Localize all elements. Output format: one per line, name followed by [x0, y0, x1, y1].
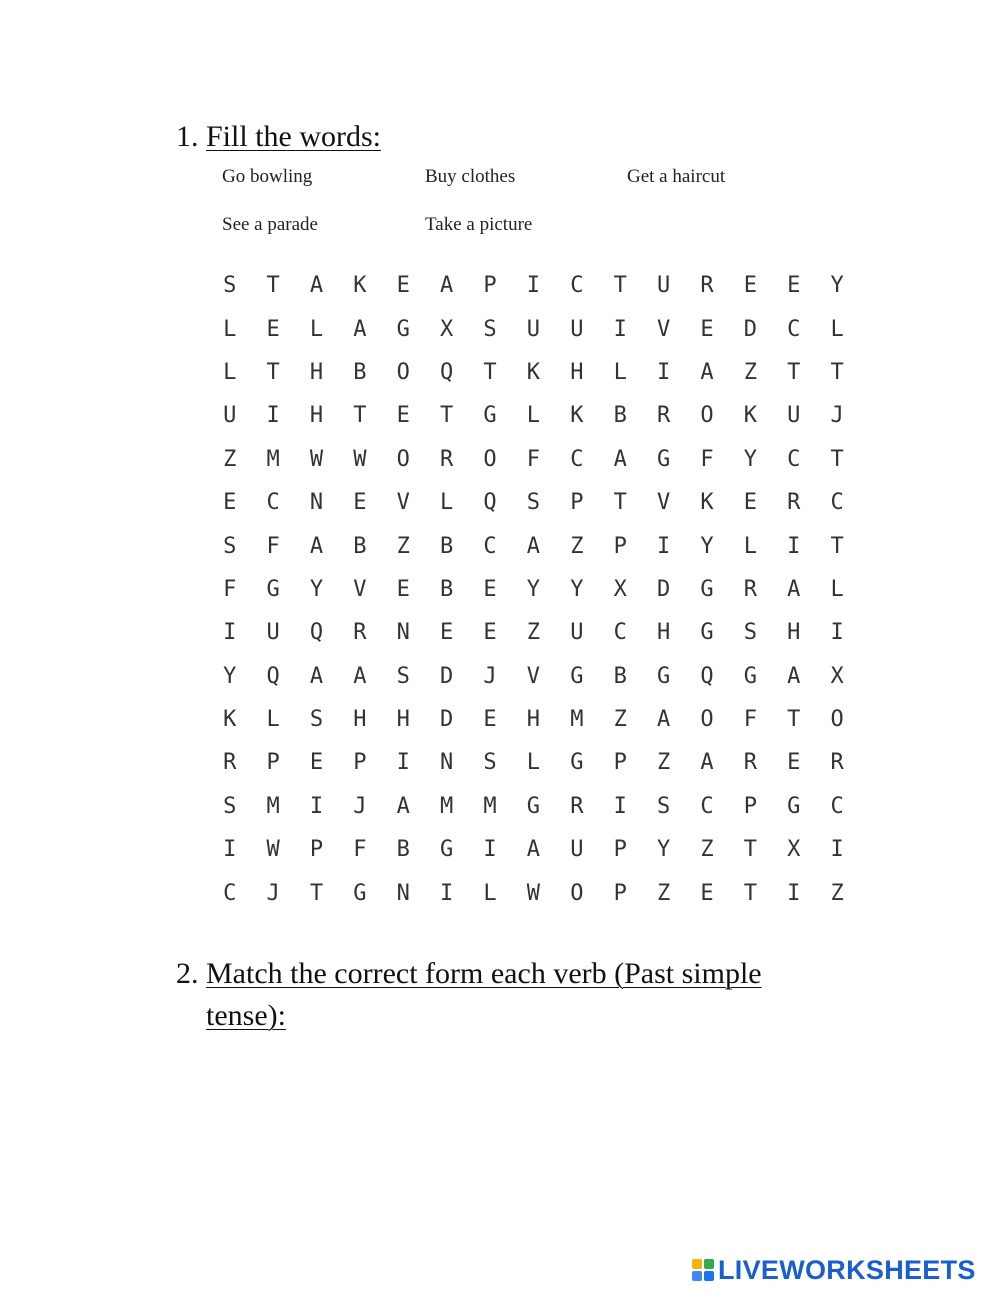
grid-letter-r3-c6: G [483, 403, 497, 429]
grid-letter-r9-c7: V [526, 663, 541, 689]
grid-letter-r1-c8: U [570, 316, 584, 342]
grid-letter-r4-c14: T [830, 446, 844, 472]
grid-letter-r7-c4: E [396, 576, 410, 602]
grid-letter-r9-c5: D [440, 663, 454, 689]
grid-letter-r0-c3: K [353, 273, 367, 299]
grid-letter-r9-c14: X [830, 663, 844, 689]
grid-letter-r7-c10: D [656, 576, 671, 602]
grid-letter-r13-c10: Y [656, 837, 671, 863]
grid-letter-r6-c8: Z [570, 533, 584, 559]
grid-letter-r6-c12: L [743, 533, 757, 559]
grid-letter-r9-c8: G [570, 663, 584, 689]
grid-letter-r0-c0: S [223, 273, 237, 299]
grid-letter-r2-c4: O [396, 359, 410, 385]
grid-letter-r3-c0: U [223, 403, 237, 429]
grid-letter-r13-c0: I [223, 837, 237, 863]
grid-letter-r0-c8: C [570, 273, 584, 299]
grid-letter-r7-c1: G [266, 576, 280, 602]
grid-letter-r14-c13: I [787, 880, 801, 906]
liveworksheets-logo [692, 1256, 976, 1284]
grid-letter-r3-c5: T [440, 403, 454, 429]
grid-letter-r14-c8: O [570, 880, 584, 906]
grid-letter-r13-c8: U [570, 837, 584, 863]
grid-letter-r8-c3: R [353, 620, 367, 646]
grid-letter-r2-c7: K [526, 359, 541, 385]
word-list-item: Take a picture [425, 214, 533, 235]
grid-letter-r10-c6: E [483, 707, 497, 733]
grid-letter-r8-c2: Q [309, 620, 324, 646]
grid-letter-r2-c14: T [830, 359, 844, 385]
grid-letter-r3-c9: B [613, 403, 627, 429]
grid-letter-r9-c4: S [396, 663, 410, 689]
grid-letter-r13-c5: G [440, 837, 454, 863]
grid-letter-r1-c0: L [223, 316, 237, 342]
grid-letter-r9-c3: A [353, 663, 367, 689]
grid-letter-r7-c7: Y [526, 576, 541, 602]
grid-letter-r10-c14: O [830, 707, 844, 733]
grid-letter-r7-c3: V [353, 576, 367, 602]
grid-letter-r13-c12: T [743, 837, 757, 863]
grid-letter-r6-c2: A [309, 533, 324, 559]
grid-letter-r1-c6: S [483, 316, 497, 342]
grid-letter-r2-c11: A [700, 359, 714, 385]
grid-letter-r1-c7: U [526, 316, 541, 342]
grid-letter-r6-c13: I [787, 533, 801, 559]
grid-letter-r14-c12: T [743, 880, 757, 906]
grid-letter-r12-c14: C [830, 793, 844, 819]
grid-letter-r10-c8: M [570, 707, 584, 733]
grid-letter-r12-c9: I [613, 793, 627, 819]
grid-letter-r1-c13: C [787, 316, 801, 342]
grid-letter-r0-c9: T [613, 273, 627, 299]
grid-letter-r5-c14: C [830, 490, 844, 516]
word-list-item: See a parade [222, 214, 318, 235]
grid-letter-r11-c11: A [700, 750, 714, 776]
grid-letter-r4-c0: Z [223, 446, 237, 472]
grid-letter-r12-c8: R [570, 793, 584, 819]
section-2-heading [176, 953, 836, 1037]
grid-letter-r12-c2: I [309, 793, 324, 819]
grid-letter-r1-c1: E [266, 316, 280, 342]
grid-letter-r0-c7: I [526, 273, 541, 299]
grid-letter-r12-c1: M [266, 793, 280, 819]
grid-letter-r3-c11: O [700, 403, 714, 429]
section-2-title: Match the correct form each verb (Past simple tense): [206, 957, 762, 1032]
grid-letter-r6-c9: P [613, 533, 627, 559]
grid-letter-r5-c3: E [353, 490, 367, 516]
grid-letter-r13-c9: P [613, 837, 627, 863]
grid-letter-r11-c3: P [353, 750, 367, 776]
grid-letter-r14-c2: T [309, 880, 324, 906]
grid-letter-r6-c5: B [440, 533, 454, 559]
grid-letter-r8-c4: N [396, 620, 410, 646]
section-1-title: Fill the words: [206, 120, 382, 153]
grid-letter-r2-c3: B [353, 359, 367, 385]
word-search-grid [208, 264, 888, 916]
grid-letter-r11-c8: G [570, 750, 584, 776]
grid-letter-r2-c6: T [483, 359, 497, 385]
grid-letter-r6-c4: Z [396, 533, 410, 559]
grid-letter-r8-c13: H [787, 620, 801, 646]
grid-letter-r11-c4: I [396, 750, 410, 776]
grid-letter-r7-c8: Y [570, 576, 584, 602]
grid-letter-r4-c9: A [613, 446, 627, 472]
grid-letter-r1-c12: D [743, 316, 757, 342]
grid-letter-r13-c2: P [309, 837, 324, 863]
grid-letter-r3-c3: T [353, 403, 367, 429]
grid-letter-r13-c14: I [830, 837, 844, 863]
grid-letter-r7-c13: A [787, 576, 801, 602]
grid-letter-r4-c7: F [526, 446, 541, 472]
grid-letter-r7-c6: E [483, 576, 497, 602]
grid-letter-r3-c1: I [266, 403, 280, 429]
grid-letter-r11-c5: N [440, 750, 454, 776]
grid-letter-r5-c2: N [309, 490, 324, 516]
grid-letter-r3-c14: J [830, 403, 844, 429]
word-list-item: Buy clothes [425, 166, 516, 187]
grid-letter-r5-c1: C [266, 490, 280, 516]
grid-letter-r9-c13: A [787, 663, 801, 689]
grid-letter-r1-c10: V [656, 316, 671, 342]
grid-letter-r0-c10: U [656, 273, 671, 299]
grid-letter-r4-c6: O [483, 446, 497, 472]
section-1-number: 1. [176, 120, 199, 153]
grid-letter-r4-c4: O [396, 446, 410, 472]
grid-letter-r5-c11: K [700, 490, 714, 516]
grid-letter-r0-c13: E [787, 273, 801, 299]
grid-letter-r6-c7: A [526, 533, 541, 559]
grid-letter-r2-c2: H [309, 359, 324, 385]
grid-letter-r5-c4: V [396, 490, 410, 516]
grid-letter-r12-c5: M [440, 793, 454, 819]
grid-letter-r4-c3: W [353, 446, 367, 472]
grid-letter-r4-c11: F [700, 446, 714, 472]
grid-letter-r14-c0: C [223, 880, 237, 906]
grid-letter-r7-c14: L [830, 576, 844, 602]
section-1-heading [176, 116, 381, 158]
grid-letter-r4-c1: M [266, 446, 280, 472]
grid-letter-r3-c7: L [526, 403, 541, 429]
grid-letter-r4-c10: G [656, 446, 671, 472]
grid-letter-r14-c1: J [266, 880, 280, 906]
grid-letter-r14-c7: W [526, 880, 541, 906]
grid-letter-r14-c4: N [396, 880, 410, 906]
grid-letter-r9-c12: G [743, 663, 757, 689]
grid-letter-r5-c13: R [787, 490, 801, 516]
grid-letter-r0-c12: E [743, 273, 757, 299]
grid-letter-r11-c13: E [787, 750, 801, 776]
grid-letter-r5-c9: T [613, 490, 627, 516]
grid-letter-r2-c0: L [223, 359, 237, 385]
grid-letter-r9-c6: J [483, 663, 497, 689]
grid-letter-r13-c4: B [396, 837, 410, 863]
grid-letter-r4-c2: W [309, 446, 324, 472]
grid-letter-r13-c1: W [266, 837, 280, 863]
grid-letter-r7-c2: Y [309, 576, 324, 602]
grid-letter-r8-c7: Z [526, 620, 541, 646]
grid-letter-r8-c11: G [700, 620, 714, 646]
grid-letter-r12-c3: J [353, 793, 367, 819]
grid-letter-r1-c9: I [613, 316, 627, 342]
grid-letter-r0-c11: R [700, 273, 714, 299]
logo-text: LIVEWORKSHEETS [718, 1254, 976, 1285]
grid-letter-r10-c9: Z [613, 707, 627, 733]
grid-letter-r7-c11: G [700, 576, 714, 602]
grid-letter-r1-c4: G [396, 316, 410, 342]
grid-letter-r9-c11: Q [700, 663, 714, 689]
grid-letter-r11-c10: Z [656, 750, 671, 776]
grid-letter-r9-c2: A [309, 663, 324, 689]
grid-letter-r10-c2: S [309, 707, 324, 733]
grid-letter-r6-c11: Y [700, 533, 714, 559]
grid-letter-r11-c9: P [613, 750, 627, 776]
grid-letter-r12-c7: G [526, 793, 541, 819]
grid-letter-r12-c13: G [787, 793, 801, 819]
grid-letter-r4-c8: C [570, 446, 584, 472]
grid-letter-r12-c11: C [700, 793, 714, 819]
grid-letter-r2-c8: H [570, 359, 584, 385]
grid-letter-r8-c0: I [223, 620, 237, 646]
grid-letter-r10-c10: A [656, 707, 671, 733]
grid-letter-r9-c0: Y [223, 663, 237, 689]
grid-letter-r3-c2: H [309, 403, 324, 429]
grid-letter-r7-c9: X [613, 576, 627, 602]
grid-letter-r12-c6: M [483, 793, 497, 819]
grid-letter-r6-c1: F [266, 533, 280, 559]
grid-letter-r13-c7: A [526, 837, 541, 863]
grid-letter-r13-c3: F [353, 837, 367, 863]
grid-letter-r8-c8: U [570, 620, 584, 646]
grid-letter-r5-c10: V [656, 490, 671, 516]
grid-letter-r8-c14: I [830, 620, 844, 646]
grid-letter-r7-c12: R [743, 576, 757, 602]
grid-letter-r11-c1: P [266, 750, 280, 776]
grid-letter-r0-c1: T [266, 273, 280, 299]
grid-letter-r14-c11: E [700, 880, 714, 906]
grid-letter-r9-c9: B [613, 663, 627, 689]
grid-letter-r5-c7: S [526, 490, 541, 516]
grid-letter-r7-c0: F [223, 576, 237, 602]
grid-letter-r8-c10: H [656, 620, 671, 646]
grid-letter-r5-c5: L [440, 490, 454, 516]
grid-letter-r9-c10: G [656, 663, 671, 689]
grid-letter-r11-c2: E [309, 750, 324, 776]
grid-letter-r2-c12: Z [743, 359, 757, 385]
grid-letter-r8-c9: C [613, 620, 627, 646]
grid-letter-r6-c6: C [483, 533, 497, 559]
grid-letter-r8-c5: E [440, 620, 454, 646]
grid-letter-r1-c11: E [700, 316, 714, 342]
grid-letter-r1-c2: L [309, 316, 324, 342]
grid-letter-r9-c1: Q [266, 663, 280, 689]
grid-letter-r3-c12: K [743, 403, 757, 429]
grid-letter-r0-c2: A [309, 273, 324, 299]
grid-letter-r10-c13: T [787, 707, 801, 733]
grid-letter-r14-c10: Z [656, 880, 671, 906]
grid-letter-r12-c4: A [396, 793, 410, 819]
grid-letter-r13-c11: Z [700, 837, 714, 863]
grid-letter-r5-c0: E [223, 490, 237, 516]
grid-letter-r10-c7: H [526, 707, 541, 733]
liveworksheets-logo-icon [692, 1259, 714, 1281]
grid-letter-r10-c4: H [396, 707, 410, 733]
grid-letter-r5-c8: P [570, 490, 584, 516]
grid-letter-r6-c0: S [223, 533, 237, 559]
grid-letter-r11-c6: S [483, 750, 497, 776]
grid-letter-r13-c13: X [787, 837, 801, 863]
grid-letter-r1-c5: X [440, 316, 454, 342]
grid-letter-r14-c6: L [483, 880, 497, 906]
grid-letter-r0-c14: Y [830, 273, 844, 299]
grid-letter-r14-c14: Z [830, 880, 844, 906]
grid-letter-r2-c1: T [266, 359, 280, 385]
grid-letter-r4-c5: R [440, 446, 454, 472]
grid-letter-r4-c12: Y [743, 446, 757, 472]
grid-letter-r5-c12: E [743, 490, 757, 516]
grid-letter-r7-c5: B [440, 576, 454, 602]
grid-letter-r10-c12: F [743, 707, 757, 733]
grid-letter-r10-c1: L [266, 707, 280, 733]
grid-letter-r14-c5: I [440, 880, 454, 906]
grid-letter-r10-c11: O [700, 707, 714, 733]
grid-letter-r3-c8: K [570, 403, 584, 429]
grid-letter-r12-c10: S [656, 793, 671, 819]
grid-letter-r11-c14: R [830, 750, 844, 776]
grid-letter-r0-c4: E [396, 273, 410, 299]
grid-letter-r11-c7: L [526, 750, 541, 776]
grid-letter-r4-c13: C [787, 446, 801, 472]
grid-letter-r14-c3: G [353, 880, 367, 906]
grid-letter-r14-c9: P [613, 880, 627, 906]
grid-letter-r0-c6: P [483, 273, 497, 299]
grid-letter-r2-c13: T [787, 359, 801, 385]
grid-letter-r3-c10: R [656, 403, 671, 429]
grid-letter-r10-c5: D [440, 707, 454, 733]
grid-letter-r1-c3: A [353, 316, 367, 342]
grid-letter-r8-c12: S [743, 620, 757, 646]
word-list-item: Get a haircut [627, 166, 726, 187]
grid-letter-r5-c6: Q [483, 490, 497, 516]
grid-letter-r12-c0: S [223, 793, 237, 819]
grid-letter-r11-c12: R [743, 750, 757, 776]
grid-letter-r11-c0: R [223, 750, 237, 776]
word-list-item: Go bowling [222, 166, 313, 187]
grid-letter-r2-c10: I [656, 359, 671, 385]
grid-letter-r12-c12: P [743, 793, 757, 819]
grid-letter-r8-c1: U [266, 620, 280, 646]
grid-letter-r3-c4: E [396, 403, 410, 429]
grid-letter-r6-c14: T [830, 533, 844, 559]
grid-letter-r10-c3: H [353, 707, 367, 733]
grid-letter-r2-c9: L [613, 359, 627, 385]
grid-letter-r8-c6: E [483, 620, 497, 646]
grid-letter-r2-c5: Q [440, 359, 454, 385]
grid-letter-r3-c13: U [787, 403, 801, 429]
grid-letter-r13-c6: I [483, 837, 497, 863]
grid-letter-r0-c5: A [440, 273, 454, 299]
grid-letter-r10-c0: K [223, 707, 237, 733]
grid-letter-r1-c14: L [830, 316, 844, 342]
grid-letter-r6-c3: B [353, 533, 367, 559]
grid-letter-r6-c10: I [656, 533, 671, 559]
section-2-number: 2. [176, 957, 199, 990]
